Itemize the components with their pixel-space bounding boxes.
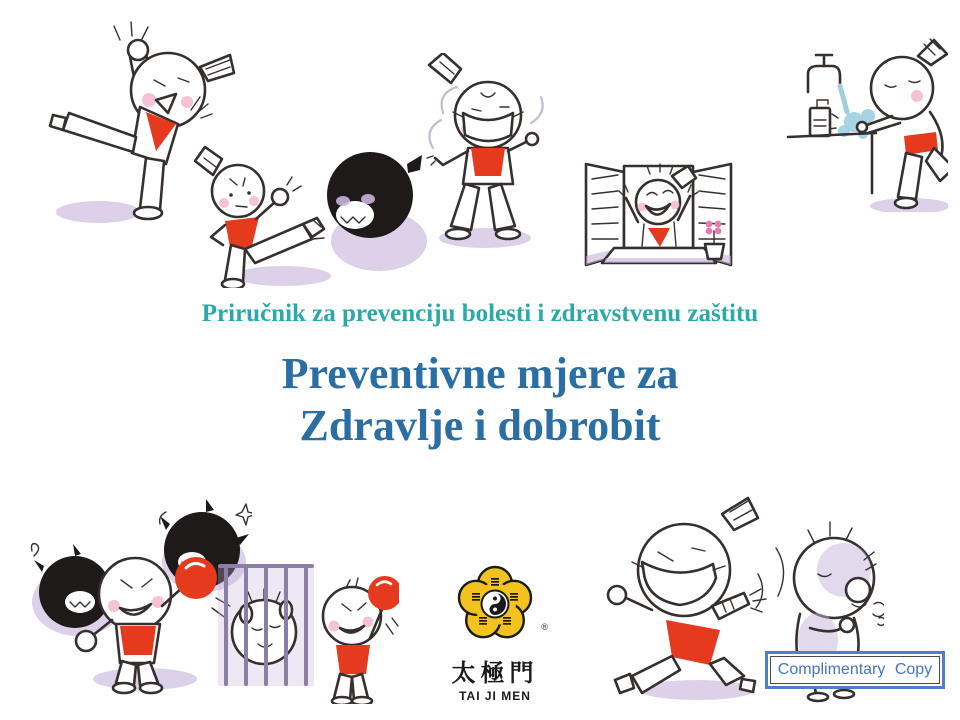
hands — [857, 122, 867, 132]
kicking-leg — [63, 113, 136, 152]
head — [99, 558, 171, 630]
motion-arcs — [756, 548, 784, 608]
ponytail — [429, 53, 461, 83]
red-vest — [120, 626, 156, 655]
badge-inner-frame — [770, 656, 940, 684]
ground-shadow — [56, 201, 140, 223]
fist — [608, 586, 626, 604]
red-vest — [336, 645, 370, 674]
title-line-2: Zdravlje i dobrobit — [299, 401, 661, 450]
slide-title — [0, 348, 960, 452]
plum-blossom-yinyang-icon — [443, 560, 547, 646]
flower-pot — [705, 244, 724, 259]
sneeze-puffs — [873, 602, 884, 625]
hand-washing-illustration — [780, 30, 948, 212]
star-icon — [236, 504, 252, 525]
ponytail — [722, 498, 758, 530]
open-window-illustration — [576, 134, 741, 282]
taijimen-logo — [438, 560, 552, 703]
fist — [76, 631, 96, 651]
faucet — [808, 66, 840, 92]
sparkle-icon — [114, 22, 148, 40]
running-water — [840, 86, 847, 112]
head — [871, 57, 933, 119]
masked-exercise-illustration — [413, 53, 558, 253]
badge-label: Complimentary Copy — [777, 661, 933, 678]
slide-subtitle: Priručnik za prevenciju bolesti i zdravstvenu zaštitu — [201, 300, 759, 327]
dizzy-squiggle — [32, 544, 39, 556]
flower — [712, 226, 715, 229]
registered-mark: ® — [541, 622, 548, 632]
raised-fist — [128, 40, 148, 60]
title-line-1: Preventivne mjere za — [281, 349, 679, 398]
fist — [272, 189, 288, 205]
kid-kicking-virus-illustration — [183, 133, 428, 288]
logo-latin-text: TAI JI MEN — [459, 689, 531, 703]
back-leg — [926, 148, 948, 181]
virus-behind-bars-illustration — [214, 552, 399, 704]
logo-chinese-text: 太極門 — [451, 661, 539, 687]
soap-bottle — [810, 108, 830, 136]
complimentary-copy-badge — [765, 651, 945, 689]
sneezing-nose — [846, 578, 870, 602]
head — [212, 165, 264, 217]
red-vest — [471, 148, 505, 176]
